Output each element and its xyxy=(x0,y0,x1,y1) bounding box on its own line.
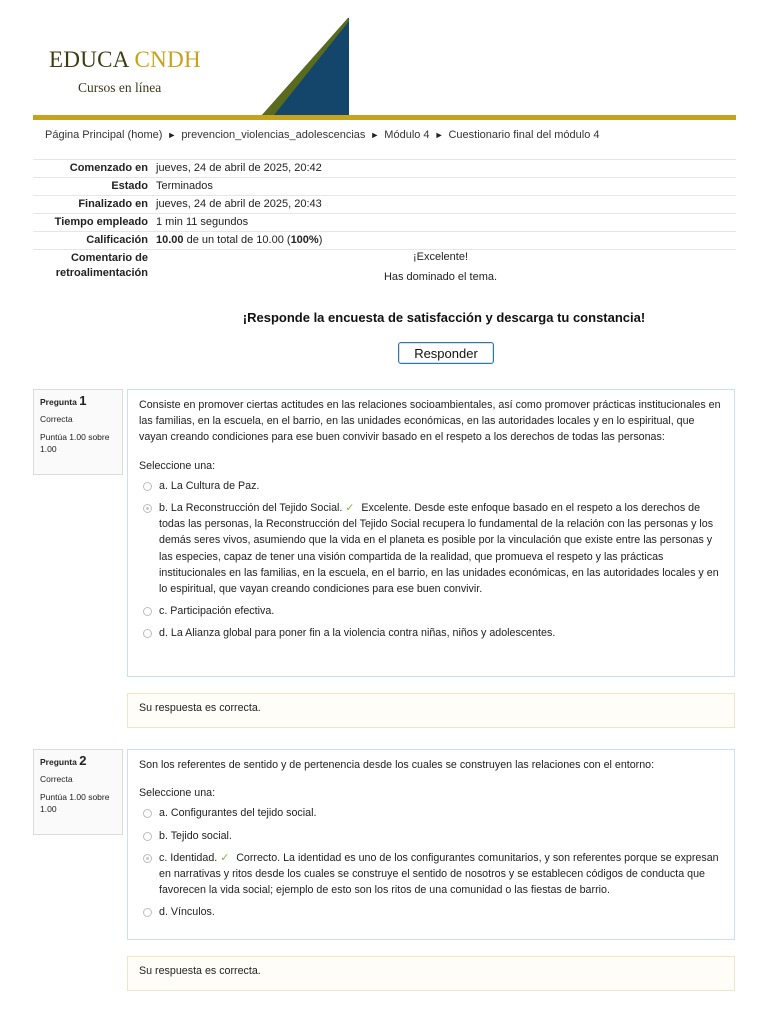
option-feedback: Correcto. La identidad es uno de los configurantes comunitarios, y son referentes porque se expresan en narrativas y ritos desde los cuales se construye el sentido de nosotros y se establecen códigos de conducta que favorecen la vida social; ejemplo de esto son los ritos de una comunidad o las fiestas de barrio. xyxy=(159,851,719,897)
time-label: Tiempo empleado xyxy=(54,216,148,228)
header-accent-bar xyxy=(33,115,736,120)
question-2-feedback: Su respuesta es correcta. xyxy=(127,956,735,991)
feedback-label-line1: Comentario de xyxy=(70,252,148,264)
question-1-select-label: Seleccione una: xyxy=(139,459,216,472)
question-1-prompt: Consiste en promover ciertas actitudes en las relaciones socioambientales, así como promover prácticas institucionales en las familias, en la escuela, en el barrio, en las unidades económicas, en las autoridades locales y en lo espiritual, que vayan creando condiciones para ese buen convivir basado en el respeto a los derechos de todas las personas: xyxy=(139,399,721,444)
option-label: b. Tejido social. xyxy=(159,829,232,842)
state-value: Terminados xyxy=(156,180,213,192)
breadcrumb-separator-icon: ► xyxy=(167,130,177,140)
radio-button[interactable] xyxy=(143,607,152,616)
option-label: c. Participación efectiva. xyxy=(159,605,275,618)
check-icon: ✓ xyxy=(345,502,355,515)
question-2-option-c[interactable] xyxy=(139,850,723,899)
question-1-state: Correcta xyxy=(40,414,73,424)
site-logo-text[interactable] xyxy=(49,48,201,71)
question-1-info xyxy=(33,389,123,475)
question-1-content xyxy=(127,389,735,677)
summary-row-time xyxy=(33,214,736,232)
check-icon: ✓ xyxy=(220,851,230,864)
time-value: 1 min 11 segundos xyxy=(156,216,249,228)
state-label: Estado xyxy=(111,180,148,192)
feedback-label-line2: retroalimentación xyxy=(55,267,148,279)
grade-middle: de un total de 10.00 ( xyxy=(183,234,291,246)
site-header xyxy=(0,0,768,120)
summary-row-grade xyxy=(33,232,736,250)
question-1-option-d[interactable] xyxy=(139,625,723,641)
option-label: a. La Cultura de Paz. xyxy=(159,479,260,492)
grade-value xyxy=(156,232,736,249)
question-number: 2 xyxy=(79,753,87,768)
breadcrumb-quiz[interactable]: Cuestionario final del módulo 4 xyxy=(448,129,600,141)
radio-button[interactable] xyxy=(143,908,152,917)
option-label: a. Configurantes del tejido social. xyxy=(159,807,317,820)
radio-button[interactable] xyxy=(143,809,152,818)
radio-button[interactable] xyxy=(143,832,152,841)
started-value: jueves, 24 de abril de 2025, 20:42 xyxy=(156,162,322,174)
finished-value: jueves, 24 de abril de 2025, 20:43 xyxy=(156,198,322,210)
grade-score: 10.00 xyxy=(156,234,184,246)
breadcrumb-home[interactable]: Página Principal (home) xyxy=(45,129,163,141)
radio-button[interactable] xyxy=(143,629,152,638)
brand-cndh: CNDH xyxy=(134,47,201,72)
summary-row-state xyxy=(33,178,736,196)
option-label: d. Vínculos. xyxy=(159,906,215,919)
question-1-title xyxy=(40,395,116,408)
question-1-option-a[interactable] xyxy=(139,478,723,494)
question-2-prompt: Son los referentes de sentido y de pertenencia desde los cuales se construyen las relaciones con el entorno: xyxy=(139,759,655,771)
question-2-title xyxy=(40,755,116,768)
question-2-info xyxy=(33,749,123,835)
summary-row-feedback xyxy=(33,250,736,290)
breadcrumb-course[interactable]: prevencion_violencias_adolescencias xyxy=(181,129,366,141)
radio-button[interactable] xyxy=(143,482,152,491)
summary-row-finished xyxy=(33,196,736,214)
question-number: 1 xyxy=(79,393,87,408)
radio-button-selected[interactable] xyxy=(143,854,152,863)
question-title-word: Pregunta xyxy=(40,397,77,407)
question-2-grade: Puntúa 1.00 sobre 1.00 xyxy=(40,792,110,814)
radio-button-selected[interactable] xyxy=(143,504,152,513)
breadcrumb-module[interactable]: Módulo 4 xyxy=(384,129,430,141)
question-2-option-b[interactable] xyxy=(139,828,723,844)
overall-feedback-line1: ¡Excelente! xyxy=(412,251,469,263)
question-1-option-b[interactable] xyxy=(139,500,723,597)
summary-row-started xyxy=(33,160,736,178)
option-label: d. La Alianza global para poner fin a la violencia contra niñas, niños y adolescentes. xyxy=(159,627,556,640)
site-tagline: Cursos en línea xyxy=(78,80,162,95)
attempt-summary-table xyxy=(33,159,736,290)
breadcrumb xyxy=(45,129,600,141)
question-1-feedback: Su respuesta es correcta. xyxy=(127,693,735,728)
respond-survey-button[interactable]: Responder xyxy=(398,342,494,364)
overall-feedback-line2: Has dominado el tema. xyxy=(383,271,498,283)
question-2-option-d[interactable] xyxy=(139,904,723,920)
option-label: b. La Reconstrucción del Tejido Social. xyxy=(159,502,343,515)
option-label: c. Identidad. xyxy=(159,851,218,864)
breadcrumb-separator-icon: ► xyxy=(370,130,380,140)
question-1-grade: Puntúa 1.00 sobre 1.00 xyxy=(40,432,110,454)
question-2-content xyxy=(127,749,735,940)
option-label-with-feedback xyxy=(159,850,723,899)
question-2-option-a[interactable] xyxy=(139,805,723,821)
breadcrumb-separator-icon: ► xyxy=(434,130,444,140)
grade-label: Calificación xyxy=(86,234,148,246)
option-feedback: Excelente. Desde este enfoque basado en el respeto a los derechos de todas las personas, la Reconstrucción del Tejido Social recupera lo fundamental de la relación con las personas y los demás seres vivos, asumiendo que la vida en el planeta es posible por la vinculación que existe entre las personas y las especies, capaz de tener una visión compartida de la realidad, que promueva el respeto y las prácticas institucionales en las familias, en la escuela, en el barrio, en las unidades económicas, en las autoridades locales y en lo espiritual, que vayan creando condiciones para ese buen convivir. xyxy=(159,502,719,596)
question-title-word: Pregunta xyxy=(40,757,77,767)
survey-prompt: ¡Responde la encuesta de satisfacción y descarga tu constancia! xyxy=(242,310,646,325)
brand-educa: EDUCA xyxy=(49,47,129,72)
logo-graphic xyxy=(262,17,352,117)
finished-label: Finalizado en xyxy=(78,198,148,210)
grade-end: ) xyxy=(318,234,323,246)
question-2-state: Correcta xyxy=(40,774,73,784)
question-1-option-c[interactable] xyxy=(139,603,723,619)
grade-percent: 100% xyxy=(290,234,319,246)
option-label-with-feedback xyxy=(159,500,723,597)
started-label: Comenzado en xyxy=(69,162,148,174)
question-2-select-label: Seleccione una: xyxy=(139,787,216,800)
